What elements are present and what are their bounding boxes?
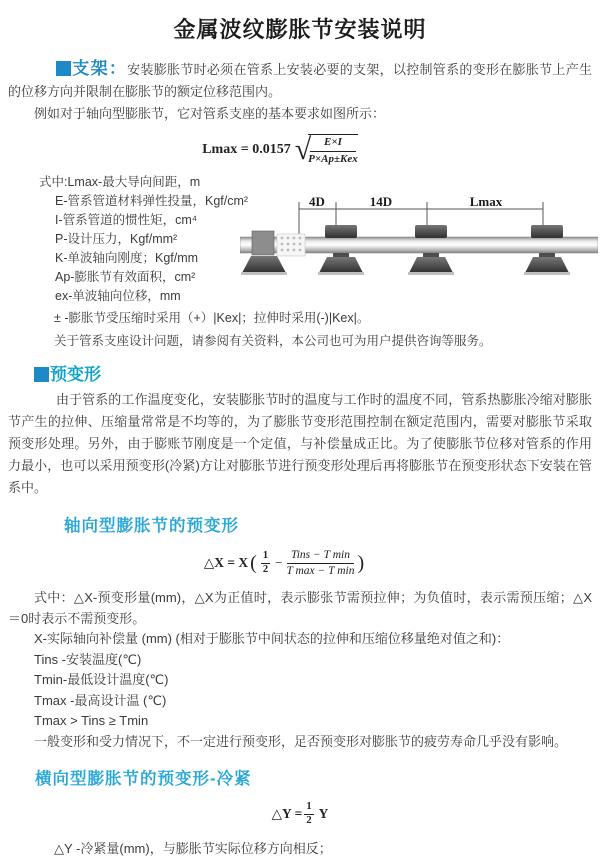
minus-sign: − — [275, 555, 283, 571]
axial-subheading: 轴向型膨胀节的预变形 — [64, 516, 239, 535]
page-title: 金属波纹膨胀节安装说明 — [173, 17, 427, 42]
definition-line: K-单波轴向刚度；Kgf/mm — [55, 250, 199, 265]
dimension-label-14d: 14D — [369, 194, 393, 209]
sign-convention-note: ± -膨胀节受压缩时采用（+）|Kex|；拉伸时采用(-)|Kex|。 — [54, 310, 370, 325]
preform-body-paragraph: 由于管系的工作温度变化，安装膨胀节时的温度与工作时的温度不同，管系热膨胀冷缩对膨胀节产生的拉伸、压缩量常常是不均等的，为了膨胀节变形范围控制在额定范围内，需要对膨胀节采取预变形处理。另外，由于膨账节刚度是一个定值，与补偿量成正比。为了使膨胀节位移对管系的作用力最小，也可以采用预变形(冷紧)方让对膨胀节进行预变形处理后再将膨胀节在预变形状态下安装在管系中。 — [8, 391, 592, 495]
close-paren: ) — [357, 551, 365, 574]
support-example-line: 例如对于轴向型膨胀节，它对管系支座的基本要求如图所示： — [34, 106, 386, 121]
axial-line: Tmax > Tins ≥ Tmin — [34, 713, 149, 729]
fraction-denominator: 2 — [306, 815, 312, 827]
square-bullet-icon — [56, 61, 71, 76]
lmax-formula-numerator: E×I — [310, 135, 356, 152]
axial-formula-explanation: 式中：△X-预变形量(mm)，△X为正值时，表示膨张节需预拉伸；为负值时，表示需预压缩；△X＝0时表示不需预变形。 — [8, 590, 592, 627]
lmax-formula-lhs: Lmax = 0.0157 — [202, 142, 291, 158]
definition-line: Ap-膨胀节有效面积，cm² — [55, 269, 196, 284]
dimension-label-4d: 4D — [309, 194, 325, 209]
fraction-numerator: 1 — [261, 550, 270, 564]
one-half-fraction — [304, 801, 313, 827]
axial-formula-lhs: △X = X — [203, 555, 249, 571]
axial-line: Tmax -最高设计温 (℃) — [34, 692, 167, 708]
dimension-label-lmax: Lmax — [469, 194, 503, 209]
support-intro-text: 安装膨胀节时必须在管系上安装必要的支架，以控制管系的变形在膨胀节上产生的位移方向并限制在膨胀节的额定位移范围内。 — [8, 62, 592, 99]
axial-line: Tins -安装温度(℃) — [34, 651, 142, 667]
fraction-numerator: 1 — [304, 801, 313, 815]
one-half-fraction — [261, 550, 270, 576]
axial-line: 一般变形和受力情况下，不一定进行预变形，足否预变形对膨胀节的疲劳寿命几乎没有影响。 — [34, 733, 568, 749]
axial-preform-formula — [8, 548, 562, 580]
fraction-denominator: T max − T min — [286, 565, 355, 578]
definition-line: I-管系管道的惯性矩，cm⁴ — [55, 212, 198, 227]
lateral-preform-formula — [8, 801, 592, 827]
axial-definition-lines — [8, 629, 592, 752]
definition-line: 式中:Lmax-最大导向间距，m — [39, 174, 201, 189]
temperature-fraction — [286, 548, 354, 580]
definition-line: E-管系管道材料弹性投量，Kgf/cm² — [55, 193, 249, 208]
axial-line: Tmin-最低设计温度(℃) — [34, 672, 169, 688]
square-bullet-icon — [34, 367, 49, 382]
lmax-formula — [8, 134, 552, 167]
lateral-subheading: 横向型膨胀节的预变形-冷紧 — [35, 770, 252, 789]
service-note: 关于管系支座设计问题，请参阅有关资料，本公司也可为用户提供咨询等服务。 — [54, 333, 492, 348]
open-paren: ( — [250, 551, 257, 574]
definition-line: P-设计压力，Kgf/mm² — [55, 231, 178, 246]
preform-section-heading — [8, 365, 592, 386]
lateral-formula-rhs: Y — [318, 806, 329, 822]
lmax-formula-denominator: P×Ap±Kex — [308, 152, 358, 165]
definition-line: ex-单波轴向位移，mm — [55, 288, 181, 303]
lmax-formula-fraction — [308, 134, 358, 167]
support-intro-paragraph — [8, 58, 592, 103]
fraction-numerator: Tins − T min — [287, 548, 354, 565]
lateral-formula-lhs: △Y = — [271, 806, 303, 822]
radical-sign: √ — [294, 133, 312, 167]
pipe-support-diagram — [240, 195, 598, 279]
preform-section-label: 预变形 — [50, 364, 101, 384]
fraction-denominator: 2 — [262, 564, 269, 576]
axial-line: X-实际轴向补偿量 (mm) (相对于膨胀节中间状态的拉伸和压缩位移量绝对值之和)： — [34, 631, 510, 647]
definitions-and-diagram — [8, 173, 592, 306]
support-section-label: 支架： — [72, 59, 128, 78]
bellows — [277, 234, 305, 256]
lateral-note: △Y -冷紧量(mm)，与膨胀节实际位移方向相反； — [54, 840, 332, 856]
